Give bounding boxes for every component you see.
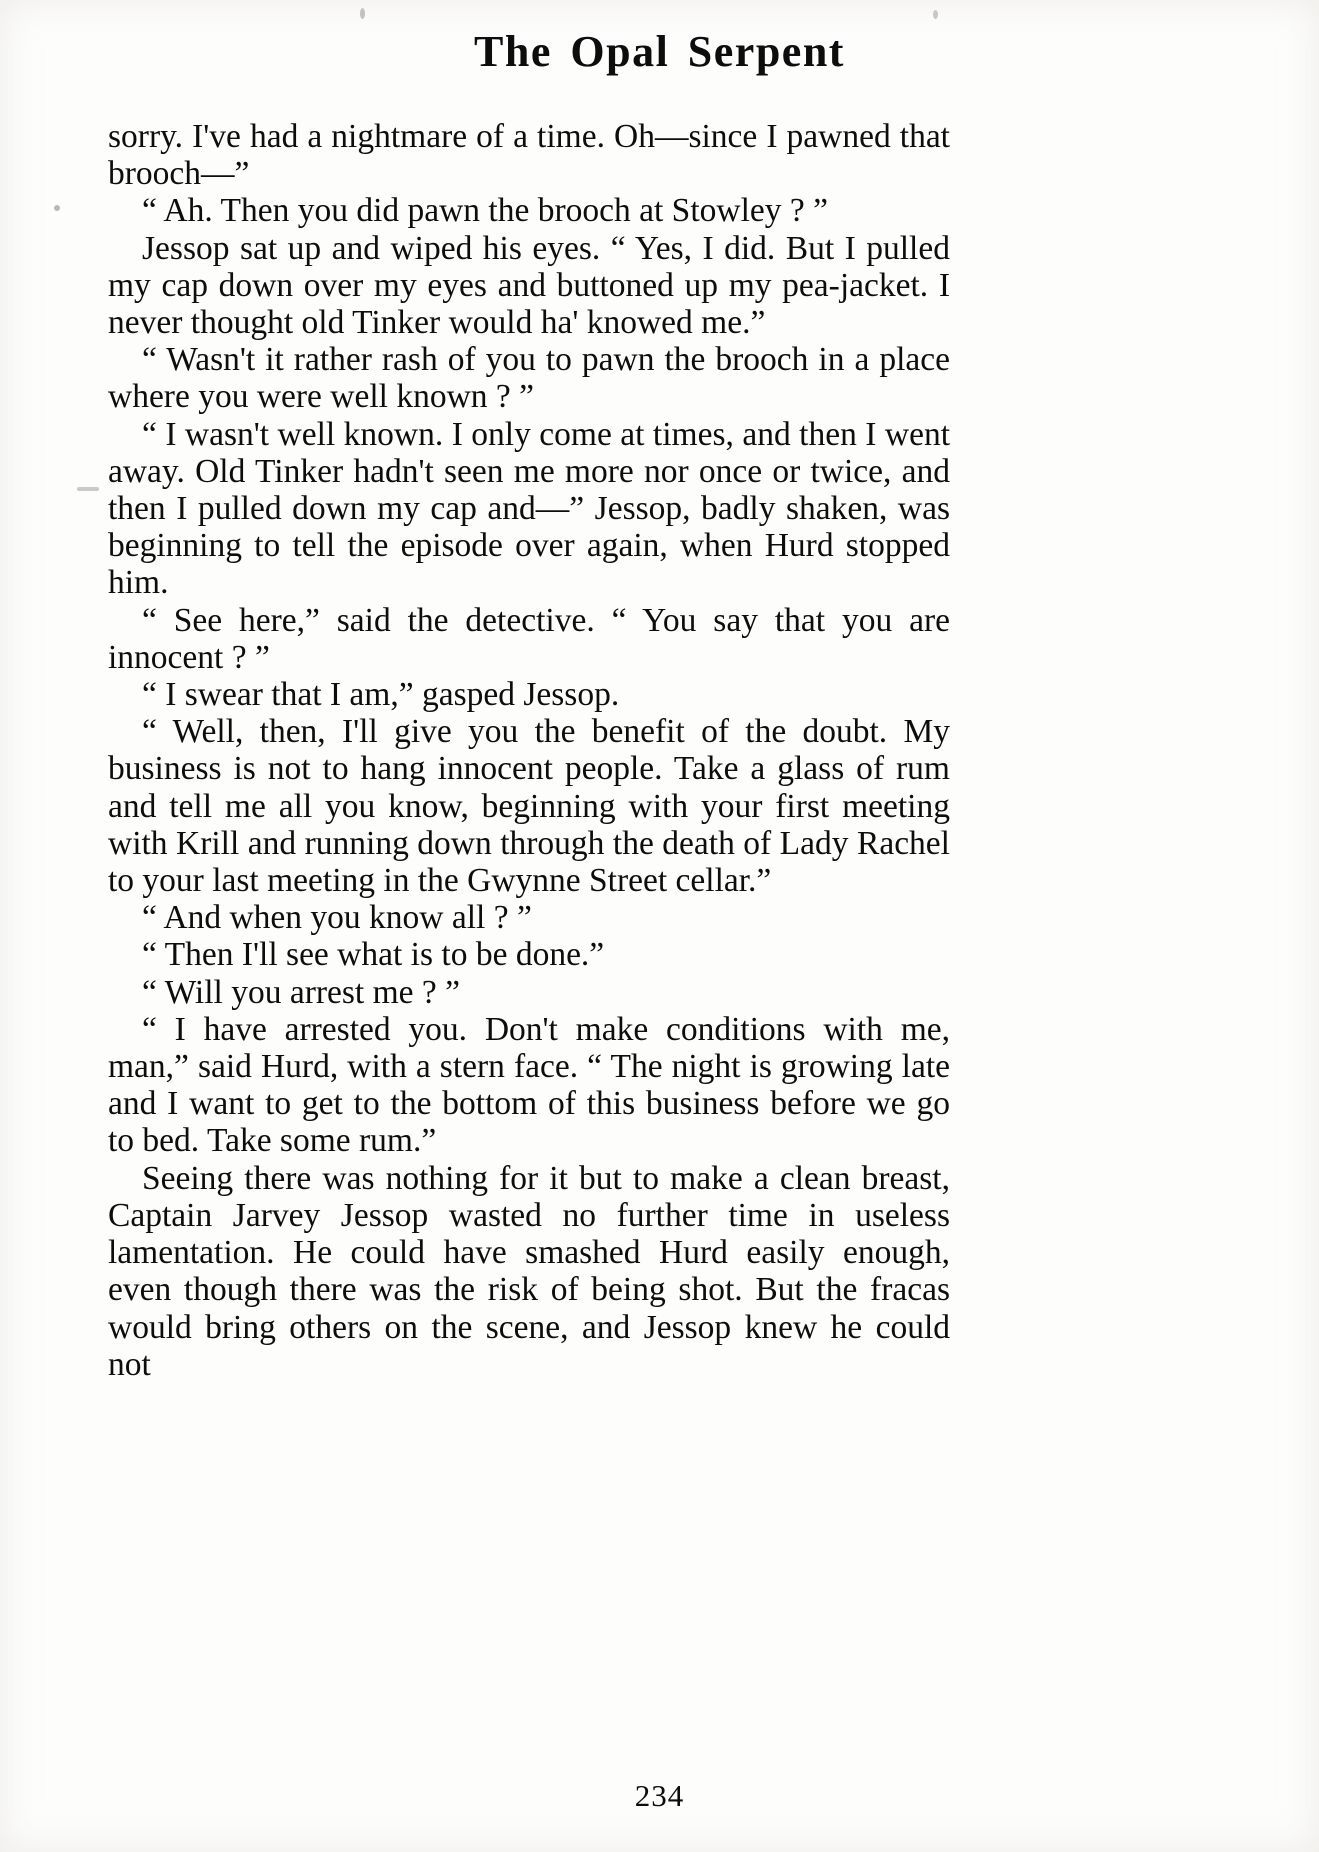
paragraph: Seeing there was nothing for it but to make a clean breast, Captain Jarvey Jessop wasted no further time in useless lamentation. He could have smashed Hurd easily enough, even though there was the risk of being shot. But the fracas would bring others on the scene, and Jessop knew he could not [108, 1159, 950, 1383]
page-number: 234 [634, 1778, 685, 1813]
paragraph: “ I have arrested you. Don't make conditions with me, man,” said Hurd, with a stern face. “ The night is growing late and I want to get to the bottom of this business before we go to bed. Take some rum.” [108, 1010, 950, 1160]
paragraph: “ And when you know all ? ” [142, 899, 532, 937]
body-text [108, 118, 950, 1383]
paragraph: “ I wasn't well known. I only come at times, and then I went away. Old Tinker hadn't seen me more nor once or twice, and then I pulled down my cap and—” Jessop, badly shaken, was beginning to tell the episode over again, when Hurd stopped him. [108, 415, 950, 602]
paragraph: “ Ah. Then you did pawn the brooch at Stowley ? ” [142, 192, 828, 230]
paragraph: “ I swear that I am,” gasped Jessop. [142, 676, 620, 714]
paragraph: Jessop sat up and wiped his eyes. “ Yes, I did. But I pulled my cap down over my eyes and buttoned up my pea-jacket. I never thought old Tinker would ha' knowed me.” [108, 229, 950, 342]
paragraph: “ Will you arrest me ? ” [142, 973, 461, 1011]
paragraph: “ See here,” said the detective. “ You say that you are innocent ? ” [108, 601, 950, 676]
paragraph: “ Well, then, I'll give you the benefit of the doubt. My business is not to hang innocent people. Take a glass of rum and tell me all you know, beginning with your first meeting with Krill and running down through the death of Lady Rachel to your last meeting in the Gwynne Street cellar.” [108, 713, 950, 900]
page-speck [77, 487, 99, 491]
paragraph: “ Wasn't it rather rash of you to pawn the brooch in a place where you were well known ? ” [108, 341, 950, 416]
page-speck [360, 8, 365, 19]
page-speck [54, 205, 60, 211]
paragraph: sorry. I've had a nightmare of a time. Oh—since I pawned that brooch—” [108, 118, 950, 193]
paragraph: “ Then I'll see what is to be done.” [142, 936, 605, 974]
page-speck [933, 10, 938, 19]
running-head: The Opal Serpent [474, 27, 845, 76]
